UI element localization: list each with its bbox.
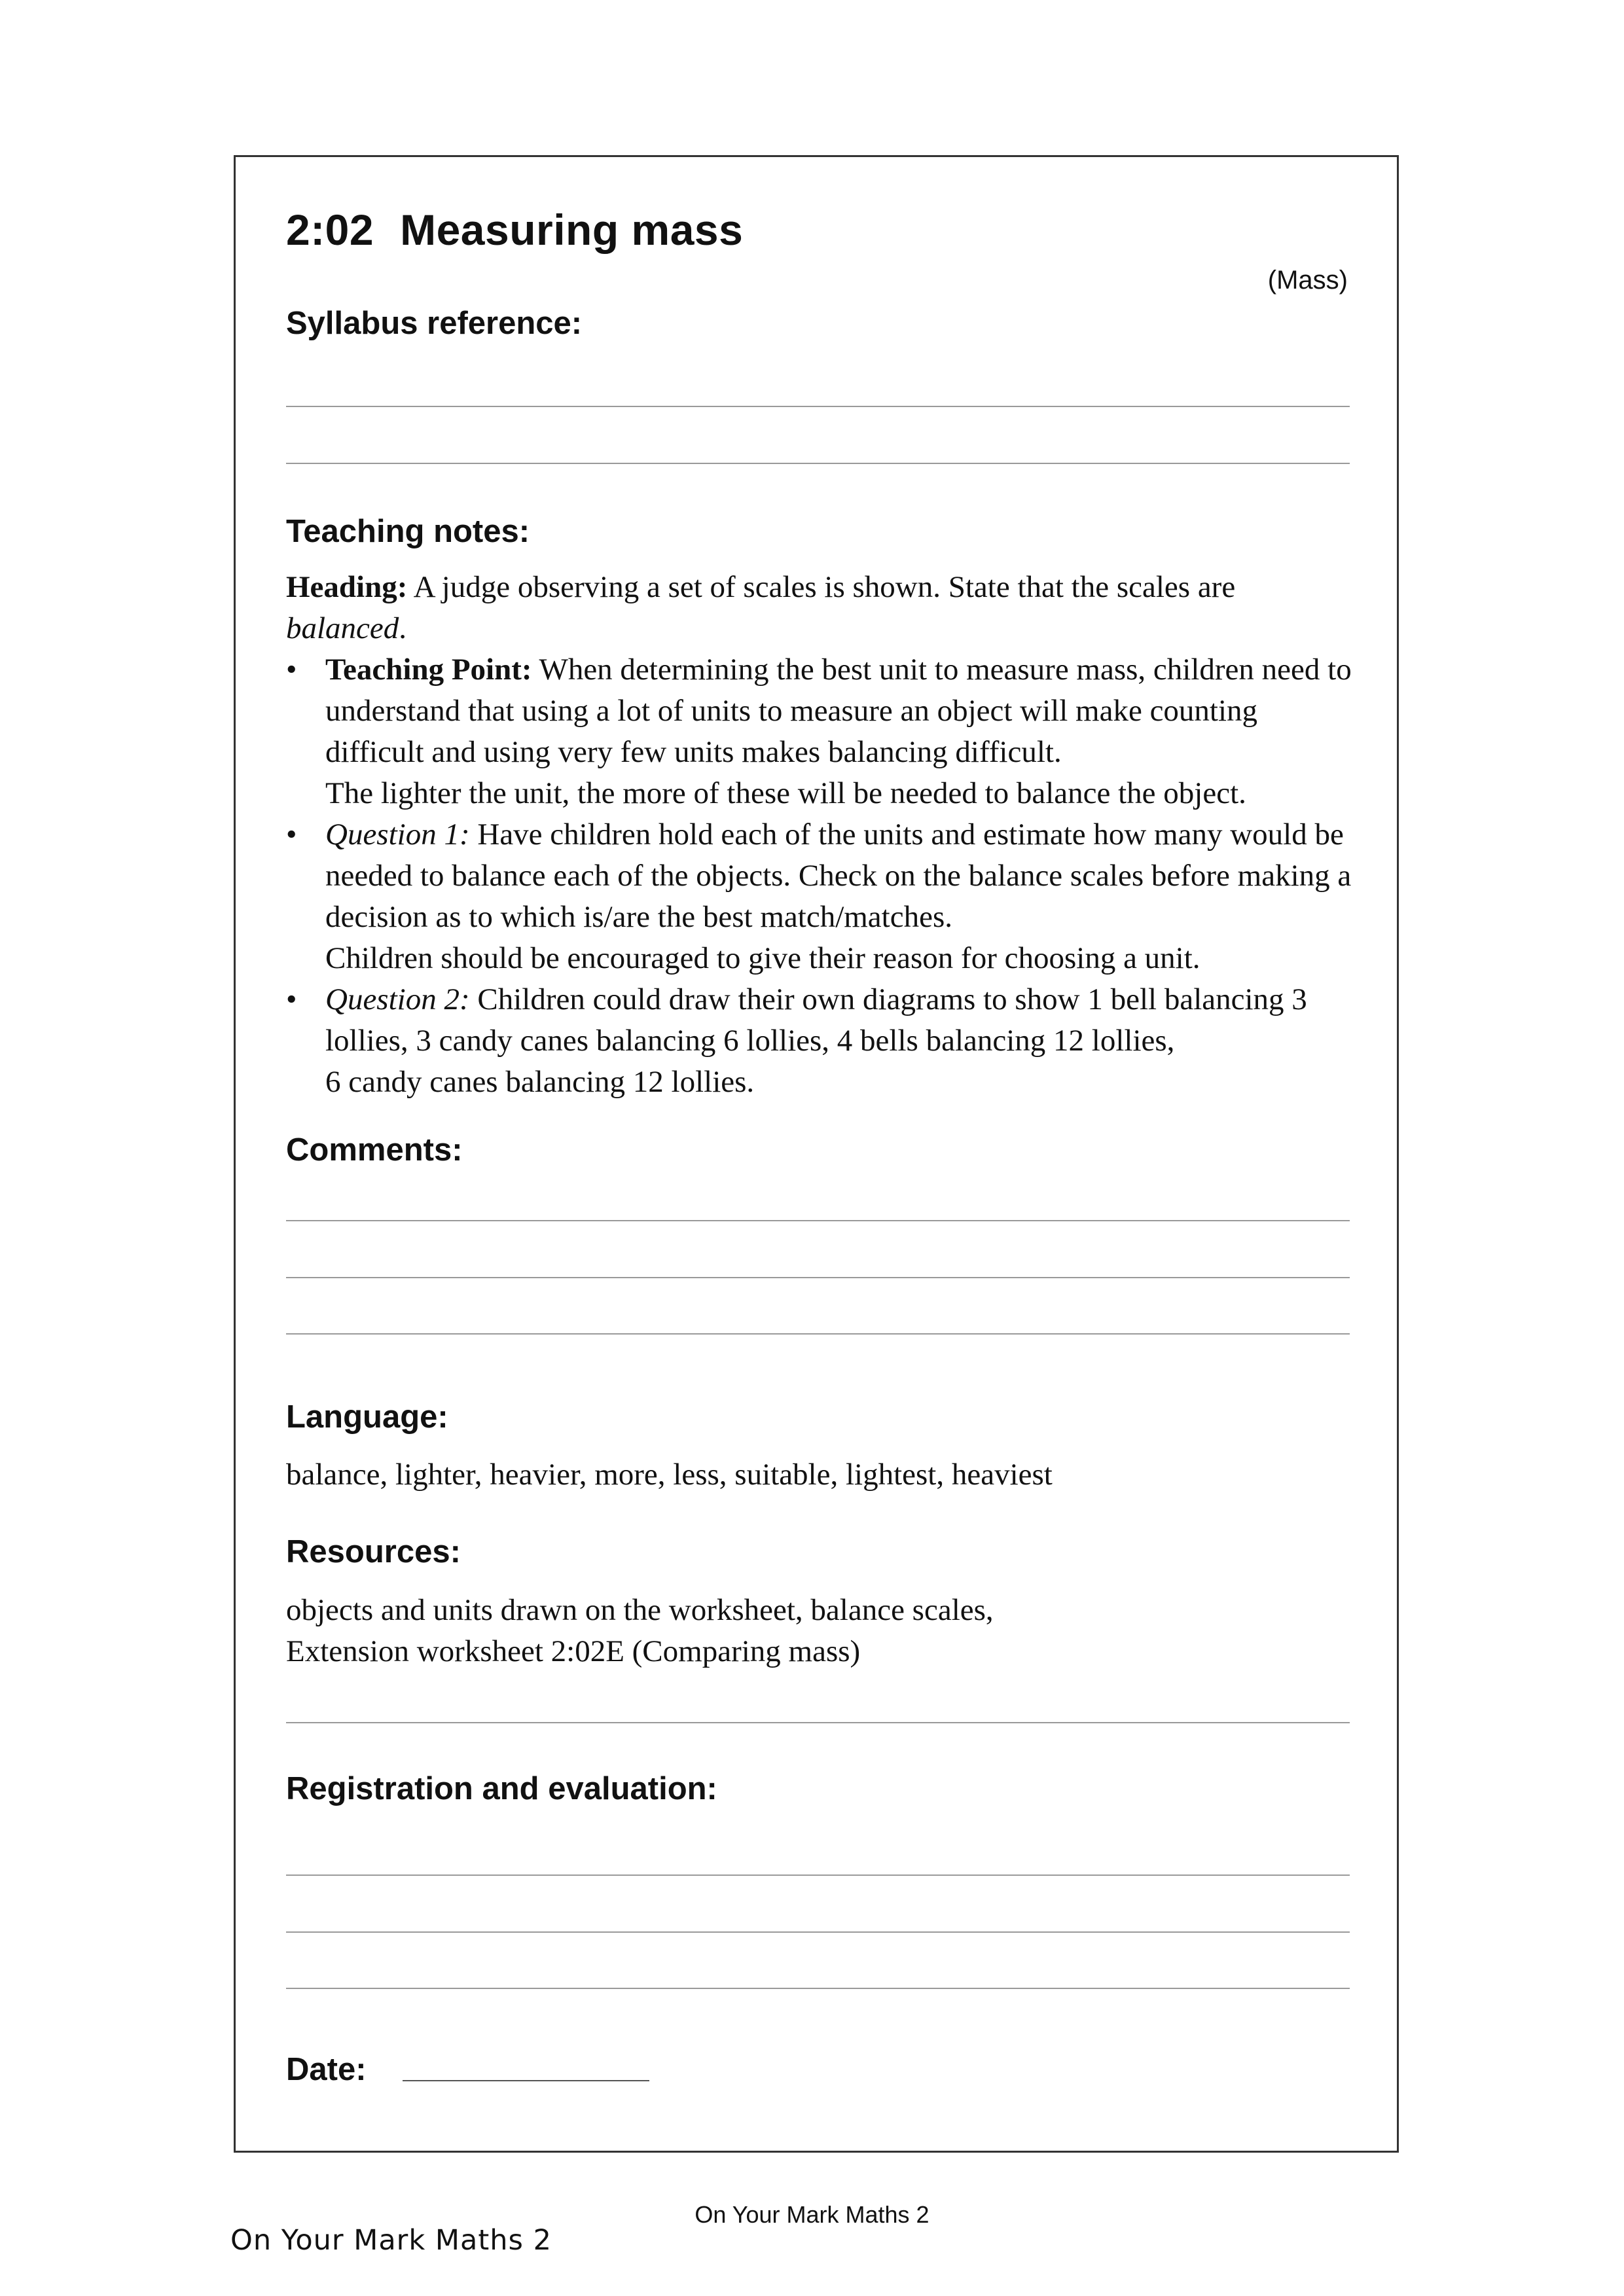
language-text: balance, lighter, heavier, more, less, suitable, lightest, heaviest: [286, 1458, 1053, 1492]
resources-text: [286, 1590, 1360, 1672]
date-label: Date:: [286, 2052, 367, 2087]
comments-line-3: [286, 1333, 1350, 1335]
lesson-number: 2:02: [286, 206, 374, 254]
notes-heading-end: .: [399, 611, 407, 645]
bullet-label: Teaching Point:: [325, 653, 532, 687]
syllabus-heading: Syllabus reference:: [286, 306, 583, 341]
bullet-text-continued: The lighter the unit, the more of these will be needed to balance the object.: [325, 776, 1246, 810]
bullet-text: When determining the best unit to measure mass, children need to understand that using a lot of units to measure an object will make counting difficult and using very few units makes balancing difficult.: [325, 653, 1352, 769]
footer-center: On Your Mark Maths 2: [695, 2201, 929, 2228]
notes-heading-text: A judge observing a set of scales is shown. State that the scales are: [407, 570, 1236, 604]
notes-bullet-list: [286, 649, 1360, 1103]
registration-line-1: [286, 1874, 1350, 1876]
notes-bullet-teaching-point: [286, 649, 1360, 814]
teaching-notes-heading: Teaching notes:: [286, 514, 530, 549]
resources-line: [286, 1722, 1350, 1723]
syllabus-line-2: [286, 463, 1350, 464]
comments-line-2: [286, 1277, 1350, 1278]
comments-heading: Comments:: [286, 1132, 463, 1168]
bullet-text-continued: 6 candy canes balancing 12 lollies.: [325, 1065, 755, 1099]
language-heading: Language:: [286, 1399, 448, 1435]
page-title: [286, 206, 744, 254]
registration-line-3: [286, 1988, 1350, 1989]
syllabus-line-1: [286, 406, 1350, 407]
bullet-text: Have children hold each of the units and estimate how many would be needed to balance each of the objects. Check on the balance scales before making a decision as to which is/are the best match/matches.: [325, 817, 1352, 934]
registration-heading: Registration and evaluation:: [286, 1771, 717, 1806]
comments-line-1: [286, 1220, 1350, 1221]
notes-bullet-question-1: [286, 814, 1360, 979]
bullet-text: Children could draw their own diagrams to show 1 bell balancing 3 lollies, 3 candy canes balancing 6 lollies, 4 bells balancing 12 lollies,: [325, 982, 1307, 1058]
teaching-notes-body: [286, 567, 1360, 1103]
resources-line-2: Extension worksheet 2:02E (Comparing mass): [286, 1634, 861, 1668]
notes-heading-paragraph: [286, 567, 1360, 649]
registration-line-2: [286, 1931, 1350, 1933]
lesson-title: Measuring mass: [400, 206, 744, 254]
date-line: [403, 2080, 649, 2081]
resources-line-1: objects and units drawn on the worksheet, balance scales,: [286, 1593, 994, 1627]
resources-heading: Resources:: [286, 1534, 461, 1570]
bullet-label: Question 1:: [325, 817, 470, 852]
footer-left: On Your Mark Maths 2: [230, 2224, 552, 2257]
notes-heading-label: Heading:: [286, 570, 408, 604]
subtopic-label: (Mass): [1267, 266, 1348, 295]
notes-bullet-question-2: [286, 979, 1360, 1103]
bullet-label: Question 2:: [325, 982, 470, 1016]
notes-heading-italic: balanced: [286, 611, 399, 645]
bullet-text-continued: Children should be encouraged to give their reason for choosing a unit.: [325, 941, 1200, 975]
